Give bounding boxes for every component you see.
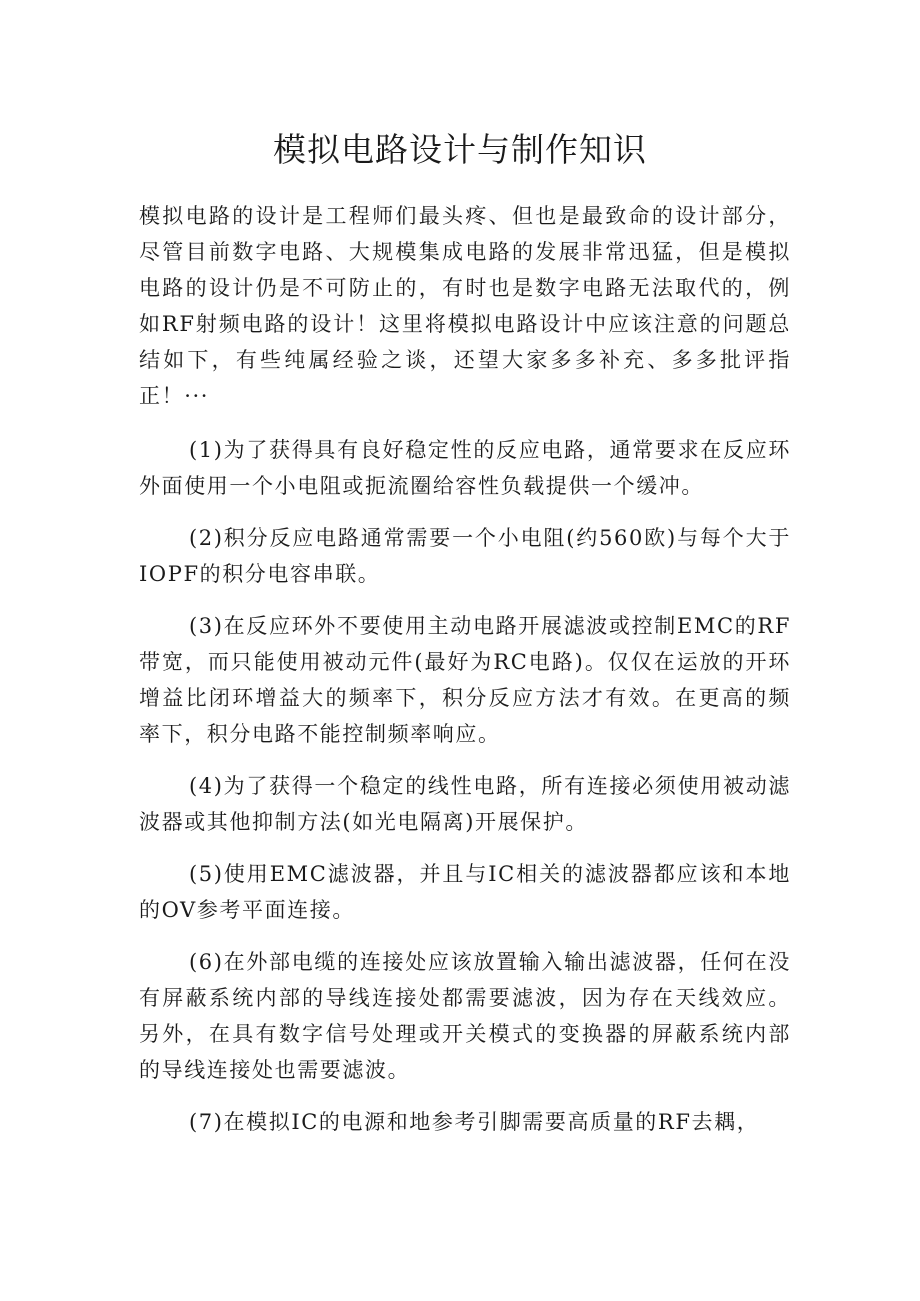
item-paragraph-3: (3)在反应环外不要使用主动电路开展滤波或控制EMC的RF带宽，而只能使用被动元件(最好为RC电路)。仅仅在运放的开环增益比闭环增益大的频率下，积分反应方法才有效。在更高的频率下，积分电路不能控制频率响应。: [139, 614, 791, 746]
item-paragraph-2: (2)积分反应电路通常需要一个小电阻(约560欧)与每个大于IOPF的积分电容串联。: [139, 526, 791, 586]
document-body: [139, 198, 791, 1156]
document-title: 模拟电路设计与制作知识: [273, 130, 647, 169]
item-paragraph-1: (1)为了获得具有良好稳定性的反应电路，通常要求在反应环外面使用一个小电阻或扼流圈给容性负载提供一个缓冲。: [139, 438, 791, 498]
intro-paragraph: 模拟电路的设计是工程师们最头疼、但也是最致命的设计部分，尽管目前数字电路、大规模集成电路的发展非常迅猛，但是模拟电路的设计仍是不可防止的，有时也是数字电路无法取代的，例如RF射频电路的设计！这里将模拟电路设计中应该注意的问题总结如下，有些纯属经验之谈，还望大家多多补充、多多批评指正！···: [139, 204, 791, 408]
item-paragraph-5: (5)使用EMC滤波器，并且与IC相关的滤波器都应该和本地的OV参考平面连接。: [139, 862, 791, 922]
item-paragraph-7: (7)在模拟IC的电源和地参考引脚需要高质量的RF去耦，: [189, 1110, 760, 1134]
item-paragraph-6: (6)在外部电缆的连接处应该放置输入输出滤波器，任何在没有屏蔽系统内部的导线连接处都需要滤波，因为存在天线效应。另外，在具有数字信号处理或开关模式的变换器的屏蔽系统内部的导线连接处也需要滤波。: [139, 950, 791, 1082]
item-paragraph-4: (4)为了获得一个稳定的线性电路，所有连接必须使用被动滤波器或其他抑制方法(如光电隔离)开展保护。: [139, 774, 791, 834]
